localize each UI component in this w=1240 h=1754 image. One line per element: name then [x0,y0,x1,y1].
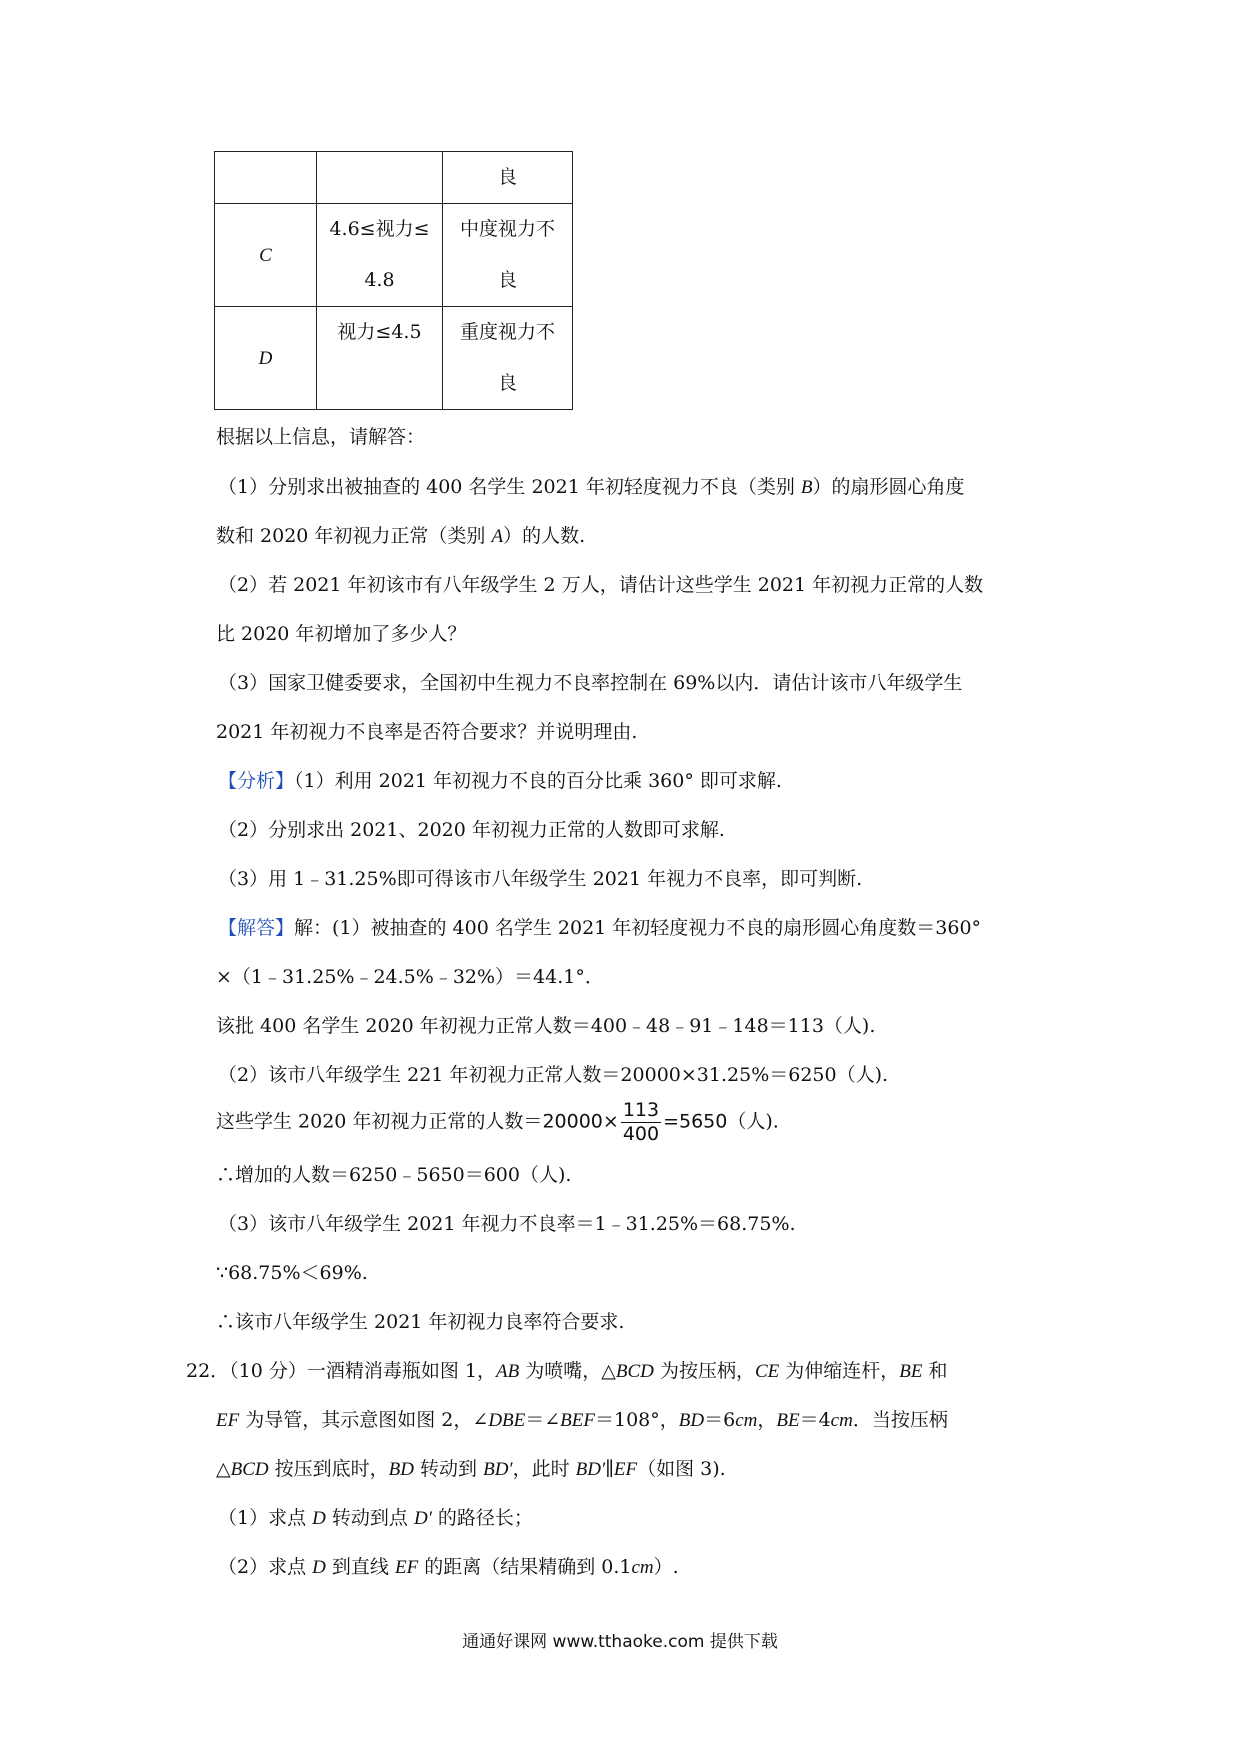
solution-line-1 [218,919,981,938]
solution-line-6: ∴增加的人数＝6250﹣5650＝600（人). [216,1164,572,1186]
analysis-tag: 【分析】 [218,770,295,792]
fraction-denominator: 400 [622,1123,660,1145]
text: EF [216,1410,240,1431]
text: 和 [922,1360,948,1382]
fraction [621,1101,661,1144]
question-2-line-1: （2）若 2021 年初该市有八年级学生 2 万人，请估计这些学生 2021 年初视力正常的人数 [218,574,984,596]
solution-line-4: （2）该市八年级学生 221 年初视力正常人数＝20000×31.25%＝6250（人). [218,1064,889,1086]
text: ＝4 [799,1409,831,1431]
text: BE [899,1361,923,1382]
text: cm [735,1410,758,1431]
text: ）的人数. [503,525,586,547]
text: BD [678,1410,705,1431]
text: 到直线 [325,1556,395,1578]
problem-22-part-1 [218,1509,533,1528]
solution-line-2: ×（1﹣31.25%﹣24.5%﹣32%）＝44.1°． [216,966,604,988]
text: cm [830,1410,853,1431]
text: ＝108°， [595,1409,679,1431]
solution-line-8: ∵68.75%＜69%. [216,1262,368,1284]
text: ∥ [605,1458,614,1480]
problem-22-line-1 [186,1362,948,1381]
text: ）的扇形圆心角度 [812,476,965,498]
table-cell-category: C [215,204,317,307]
problem-22-part-2 [218,1558,679,1577]
text: （人). [727,1110,779,1133]
text: ＝∠ [525,1409,561,1431]
fraction-numerator: 113 [622,1099,660,1121]
table-cell-description: 中度视力不 良 [443,204,573,307]
text: BE [776,1410,800,1431]
text: 的距离（结果精确到 0.1 [418,1556,632,1578]
table-row [215,152,573,204]
text: 为按压柄， [653,1360,755,1382]
text: （2）求点 [218,1556,313,1578]
table-cell: 良 [443,152,573,204]
text: cm [631,1557,654,1578]
text: ， [757,1409,777,1431]
formula-text: =5650 [663,1110,728,1133]
problem-22-line-3 [216,1460,726,1479]
text: 22．（10 分）一酒精消毒瓶如图 1， [186,1360,497,1382]
table-cell-range: 视力≤4.5 [317,307,443,410]
question-1-line-1 [218,478,965,497]
question-3-line-1: （3）国家卫健委要求，全国初中生视力不良率控制在 69%以内．请估计该市八年级学生 [218,672,963,694]
text: AB [496,1361,520,1382]
text: ＝6 [704,1409,736,1431]
page-footer: 通通好课网 www.tthaoke.com 提供下载 [462,1632,778,1652]
question-2-line-2: 比 2020 年初增加了多少人？ [216,623,467,645]
instruction-line: 根据以上信息，请解答： [216,426,426,448]
text: D′ [413,1508,432,1529]
table-cell [317,152,443,204]
table-cell [215,152,317,204]
solution-line-9: ∴该市八年级学生 2021 年初视力良率符合要求. [216,1311,625,1333]
analysis-line-2: （2）分别求出 2021、2020 年初视力正常的人数即可求解. [218,819,725,841]
text: 这些学生 2020 年初视力正常的人数＝ [216,1110,543,1133]
formula-text: 20000× [542,1110,619,1133]
text: （如图 3). [637,1458,726,1480]
table-row [215,204,573,307]
analysis-line-1 [218,772,782,791]
solution-line-7: （3）该市八年级学生 2021 年视力不良率＝1﹣31.25%＝68.75%. [218,1213,796,1235]
text: BCD [230,1459,269,1480]
text: ）. [653,1556,679,1578]
question-3-line-2: 2021 年初视力不良率是否符合要求？并说明理由. [216,721,638,743]
text: 的路径长； [431,1507,533,1529]
text: （1）利用 2021 年初视力不良的百分比乘 360° 即可求解. [294,770,782,792]
text: EF [394,1557,419,1578]
text: EF [613,1459,638,1480]
text: DBE [488,1410,526,1431]
text: 解：(1）被抽查的 400 名学生 2021 年初轻度视力不良的扇形圆心角度数＝360° [294,917,982,939]
text: D [312,1508,326,1529]
text: D [312,1557,326,1578]
text: 数和 2020 年初视力正常（类别 [216,525,492,547]
vision-category-table [214,151,573,410]
text: 为喷嘴，△ [519,1360,616,1382]
text: CE [754,1361,780,1382]
table-cell-range: 4.6≤视力≤ 4.8 [317,204,443,307]
text: BD′ [575,1459,606,1480]
problem-22-line-2 [216,1411,948,1430]
text: ．当按压柄 [852,1409,948,1431]
text: （1）求点 [218,1507,313,1529]
table-row [215,307,573,410]
text: BD′ [483,1459,513,1480]
solution-line-3: 该批 400 名学生 2020 年初视力正常人数＝400﹣48﹣91﹣148＝113（人). [216,1015,876,1037]
text: 为导管，其示意图如图 2，∠ [239,1409,489,1431]
table-cell-description: 重度视力不 良 [443,307,573,410]
solution-line-5 [216,1101,779,1144]
text: 为伸缩连杆， [779,1360,900,1382]
table-cell-category: D [215,307,317,410]
text: 转动到 [414,1458,484,1480]
text: BD [388,1459,414,1480]
text: BEF [560,1410,595,1431]
solution-tag: 【解答】 [218,917,295,939]
text: BCD [615,1361,654,1382]
text: 按压到底时， [268,1458,389,1480]
text: 转动到点 [325,1507,414,1529]
text: B [800,477,813,498]
text: ，此时 [512,1458,576,1480]
text: A [491,526,504,547]
analysis-line-3: （3）用 1﹣31.25%即可得该市八年级学生 2021 年视力不良率，即可判断. [218,868,863,890]
text: △ [216,1458,231,1480]
text: （1）分别求出被抽查的 400 名学生 2021 年初轻度视力不良（类别 [218,476,801,498]
question-1-line-2 [216,527,585,546]
